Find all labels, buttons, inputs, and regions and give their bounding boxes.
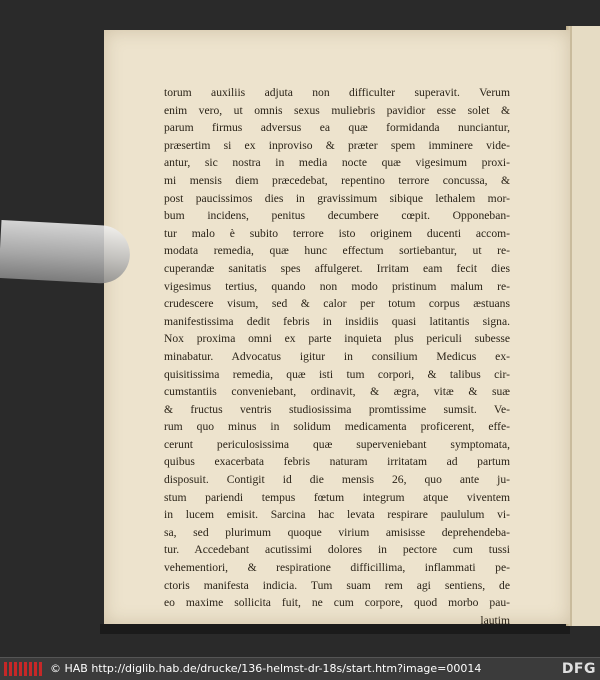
- text-line: disposuit. Contigit id die mensis 26, quo ante ju-: [164, 473, 510, 487]
- text-line: tur. Accedebant acutissimi dolores in pectore cum tussi: [164, 543, 510, 557]
- text-line: eo maxime sollicita fuit, ne cum corpore, quod morbo pau-: [164, 596, 510, 610]
- source-url-link[interactable]: © HAB http://diglib.hab.de/drucke/136-helmst-dr-18s/start.htm?image=00014: [50, 662, 482, 675]
- text-line: Nox proxima omni ex parte inquieta plus periculi subesse: [164, 332, 510, 346]
- text-line: minabatur. Advocatus igitur in consilium Medicus ex-: [164, 349, 510, 363]
- text-line: tur malo è subito terrore isto originem ducenti accom-: [164, 226, 510, 240]
- hab-logo-icon: [4, 662, 44, 676]
- text-line: sa, sed plurimum quoque virium amisisse deprehendeba-: [164, 525, 510, 539]
- text-line: præsertim si ex inproviso & præter spem imminere vide-: [164, 138, 510, 152]
- text-line: cuperandæ sanitatis spes affulgeret. Irritam eam fecit dies: [164, 261, 510, 275]
- dfg-logo: DFG: [561, 661, 596, 677]
- text-line: crudescere visum, sed & calor per totum corpus æstuans: [164, 297, 510, 311]
- text-line: rum quo minus in solidum medicamenta proficerent, effe-: [164, 420, 510, 434]
- text-line: in lucem emisit. Sarcina hac levata respirare paululum vi-: [164, 508, 510, 522]
- page-text-block: [164, 84, 510, 629]
- text-line: modata remedia, quæ hunc effectum sortiebantur, ut re-: [164, 244, 510, 258]
- text-line: post paucissimos dies in gravissimum sibique lethalem mor-: [164, 191, 510, 205]
- text-line: cerunt periculosissima quæ superveniebant symptomata,: [164, 437, 510, 451]
- text-line: antur, sic nostra in media nocte quæ vigesimum proxi-: [164, 156, 510, 170]
- text-line: manifestissima dedit febris in insidiis quasi latitantis signa.: [164, 314, 510, 328]
- text-line: bum incidens, penitus decumbere cœpit. Opponeban-: [164, 209, 510, 223]
- catchword: lautim: [480, 613, 510, 627]
- text-line: parum firmus adversus ea quæ formidanda nunciantur,: [164, 121, 510, 135]
- text-line: cumstantiis conveniebant, ordinavit, & ægra, vitæ & suæ: [164, 385, 510, 399]
- text-line: vehementiori, & respiratione difficillima, inflammati pe-: [164, 561, 510, 575]
- text-line: quisitissima remedia, quæ isti tum corpori, & talibus cir-: [164, 367, 510, 381]
- text-line: quibus exacerbata febris naturam irritatam ad partum: [164, 455, 510, 469]
- text-line: vigesimus tertius, quando non modo pristinum malum re-: [164, 279, 510, 293]
- text-line: stum pariendi tempus fœtum integrum atque viventem: [164, 490, 510, 504]
- text-line: enim vero, ut omnis sexus muliebris pavidior esse solet &: [164, 103, 510, 117]
- text-line: ctoris manifesta indicia. Tum suam rem agi sentiens, de: [164, 578, 510, 592]
- viewer-footer: [0, 657, 600, 680]
- facing-page-edge: [570, 26, 600, 626]
- page-holder-clip: [0, 220, 131, 285]
- text-line: & fructus ventris studiosissima promtissime sumsit. Ve-: [164, 402, 510, 416]
- text-line: torum auxiliis adjuta non difficulter superavit. Verum: [164, 86, 510, 99]
- text-line: mi mensis diem præcedebat, repentino terrore concussa, &: [164, 173, 510, 187]
